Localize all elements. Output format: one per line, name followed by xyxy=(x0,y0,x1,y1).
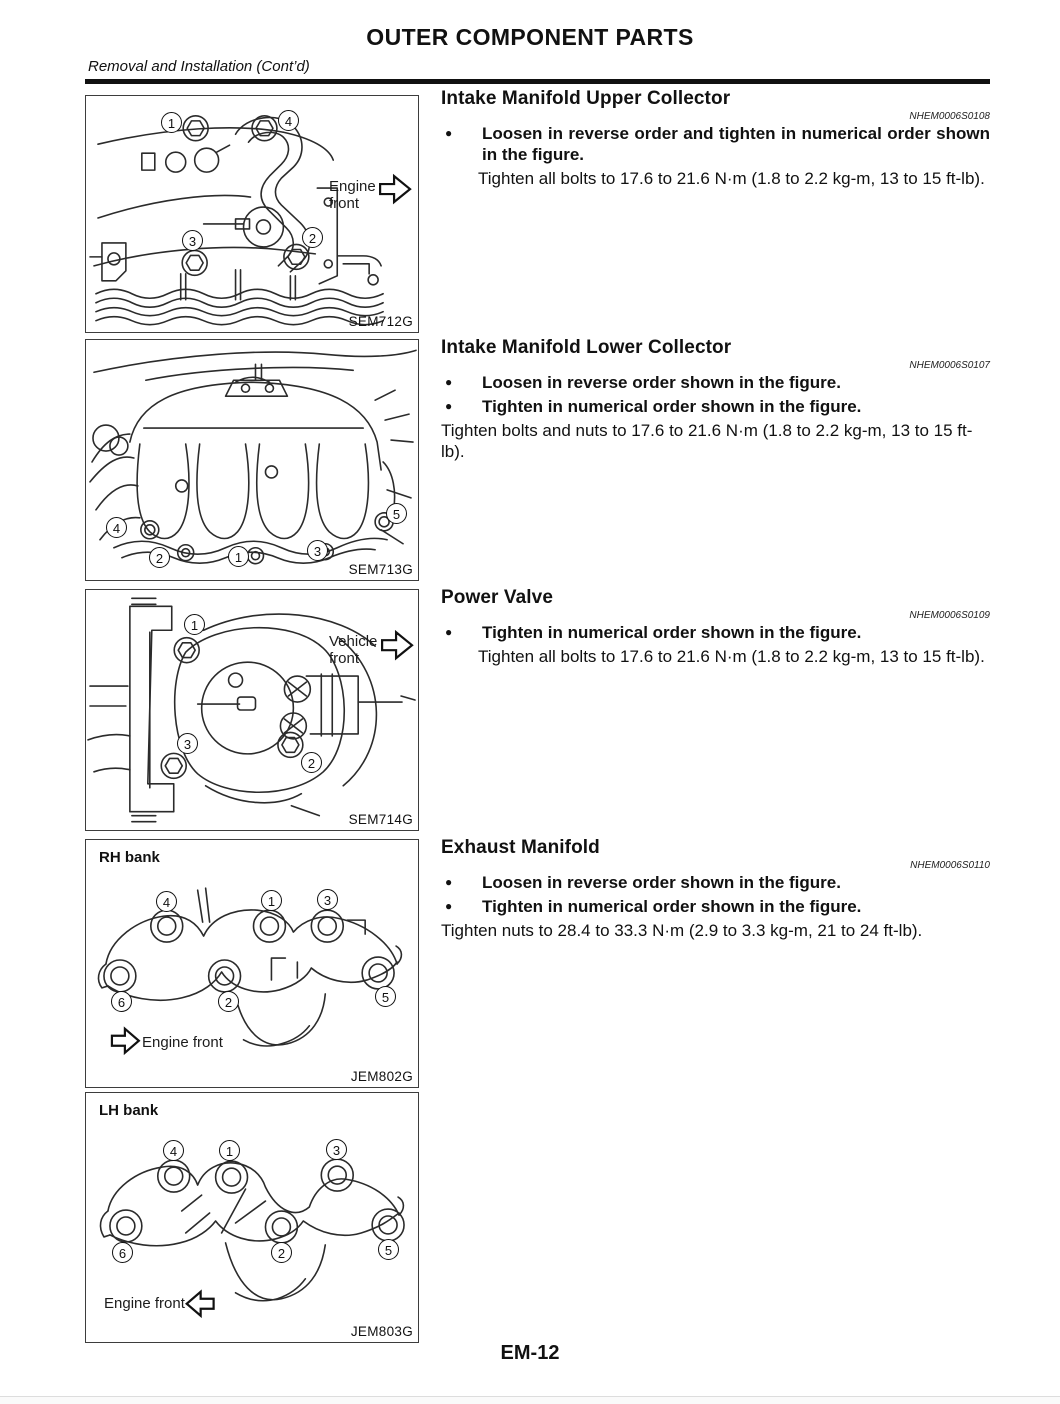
bank-label: RH bank xyxy=(99,849,160,866)
section-intake-manifold-upper-collector xyxy=(441,88,990,189)
callout-bolt-number: 2 xyxy=(302,227,323,248)
bullet-text: Loosen in reverse order and tighten in numerical order shown in the figure. xyxy=(482,124,990,164)
callout-bolt-number: 1 xyxy=(228,546,249,567)
torque-note: Tighten bolts and nuts to 17.6 to 21.6 N·m (1.8 to 2.2 kg-m, 13 to 15 ft-lb). xyxy=(441,421,973,461)
figure-exhaust-manifold-rh xyxy=(85,839,419,1088)
direction-label: Engine front xyxy=(104,1295,185,1312)
direction-label: Engine front xyxy=(329,178,376,212)
engine-front-arrow-icon xyxy=(187,1292,214,1316)
bullet-icon: ● xyxy=(445,375,453,389)
page-bottom-edge xyxy=(0,1396,1060,1404)
bullet-text: Loosen in reverse order shown in the figure. xyxy=(482,373,841,392)
callout-nut-number: 2 xyxy=(218,991,239,1012)
callout-bolt-number: 1 xyxy=(161,112,182,133)
callout-bolt-number: 1 xyxy=(184,614,205,635)
callout-nut-number: 6 xyxy=(112,1242,133,1263)
callout-nut-number: 6 xyxy=(111,991,132,1012)
bullet-icon: ● xyxy=(445,399,453,413)
bullet-item xyxy=(441,123,990,165)
callout-nut-number: 5 xyxy=(375,986,396,1007)
figure-intake-lower-collector xyxy=(85,339,419,581)
section-heading: Power Valve xyxy=(441,587,554,608)
bullet-text: Loosen in reverse order shown in the figure. xyxy=(482,873,841,892)
bullet-item xyxy=(441,372,990,393)
bullet-icon: ● xyxy=(445,875,453,889)
section-heading: Intake Manifold Lower Collector xyxy=(441,337,732,358)
section-ref-code: NHEM0006S0109 xyxy=(909,610,990,621)
bullet-item xyxy=(441,872,990,893)
callout-nut-number: 4 xyxy=(156,891,177,912)
callout-nut-number: 1 xyxy=(261,890,282,911)
callout-bolt-number: 3 xyxy=(177,733,198,754)
section-exhaust-manifold xyxy=(441,837,990,941)
intake-manifold-diagram xyxy=(86,340,418,580)
callout-bolt-number: 4 xyxy=(278,110,299,131)
section-ref-code: NHEM0006S0107 xyxy=(909,360,990,371)
bullet-text: Tighten in numerical order shown in the figure. xyxy=(482,397,862,416)
bullet-item xyxy=(441,896,990,917)
section-ref-code: NHEM0006S0110 xyxy=(910,860,990,871)
figure-code: JEM803G xyxy=(350,1324,413,1339)
bank-label: LH bank xyxy=(99,1102,159,1119)
callout-nut-number: 2 xyxy=(271,1242,292,1263)
section-heading: Intake Manifold Upper Collector xyxy=(441,88,731,109)
engine-front-arrow-icon xyxy=(112,1029,139,1053)
page-subtitle: Removal and Installation (Cont’d) xyxy=(88,58,310,75)
bullet-icon: ● xyxy=(445,899,453,913)
bullet-icon: ● xyxy=(445,625,453,639)
callout-nut-number: 5 xyxy=(378,1239,399,1260)
callout-bolt-number: 4 xyxy=(106,517,127,538)
callout-bolt-number: 2 xyxy=(301,752,322,773)
figure-code: JEM802G xyxy=(350,1069,413,1084)
callout-nut-number: 3 xyxy=(317,889,338,910)
callout-nut-number: 1 xyxy=(219,1140,240,1161)
section-power-valve xyxy=(441,587,990,667)
figure-code: SEM712G xyxy=(348,314,413,329)
bullet-text: Tighten in numerical order shown in the figure. xyxy=(482,897,862,916)
figure-code: SEM713G xyxy=(348,562,413,577)
page-title: OUTER COMPONENT PARTS xyxy=(366,24,694,50)
torque-note: Tighten nuts to 28.4 to 33.3 N·m (2.9 to 3.3 kg-m, 21 to 24 ft-lb). xyxy=(441,921,923,940)
direction-label: Engine front xyxy=(142,1034,223,1051)
figure-exhaust-manifold-lh xyxy=(85,1092,419,1343)
torque-note: Tighten all bolts to 17.6 to 21.6 N·m (1.8 to 2.2 kg-m, 13 to 15 ft-lb). xyxy=(478,169,985,188)
section-intake-manifold-lower-collector xyxy=(441,337,990,462)
engine-side-diagram xyxy=(86,96,418,332)
figure-code: SEM714G xyxy=(348,812,413,827)
figure-intake-upper-collector xyxy=(85,95,419,333)
direction-label: Vehicle front xyxy=(329,633,378,667)
page-number: EM-12 xyxy=(500,1342,560,1364)
callout-bolt-number: 5 xyxy=(386,503,407,524)
section-ref-code: NHEM0006S0108 xyxy=(909,111,990,122)
header-rule xyxy=(85,79,990,84)
callout-nut-number: 4 xyxy=(163,1140,184,1161)
callout-bolt-number: 3 xyxy=(182,230,203,251)
torque-note: Tighten all bolts to 17.6 to 21.6 N·m (1.8 to 2.2 kg-m, 13 to 15 ft-lb). xyxy=(478,647,985,666)
bullet-icon: ● xyxy=(445,126,453,140)
section-heading: Exhaust Manifold xyxy=(441,837,600,858)
power-valve-diagram xyxy=(86,590,418,830)
callout-bolt-number: 3 xyxy=(307,540,328,561)
figure-power-valve xyxy=(85,589,419,831)
bullet-text: Tighten in numerical order shown in the figure. xyxy=(482,623,862,642)
callout-bolt-number: 2 xyxy=(149,547,170,568)
callout-nut-number: 3 xyxy=(326,1139,347,1160)
bullet-item xyxy=(441,622,990,643)
bullet-item xyxy=(441,396,990,417)
exhaust-manifold-rh-diagram xyxy=(86,840,418,1087)
